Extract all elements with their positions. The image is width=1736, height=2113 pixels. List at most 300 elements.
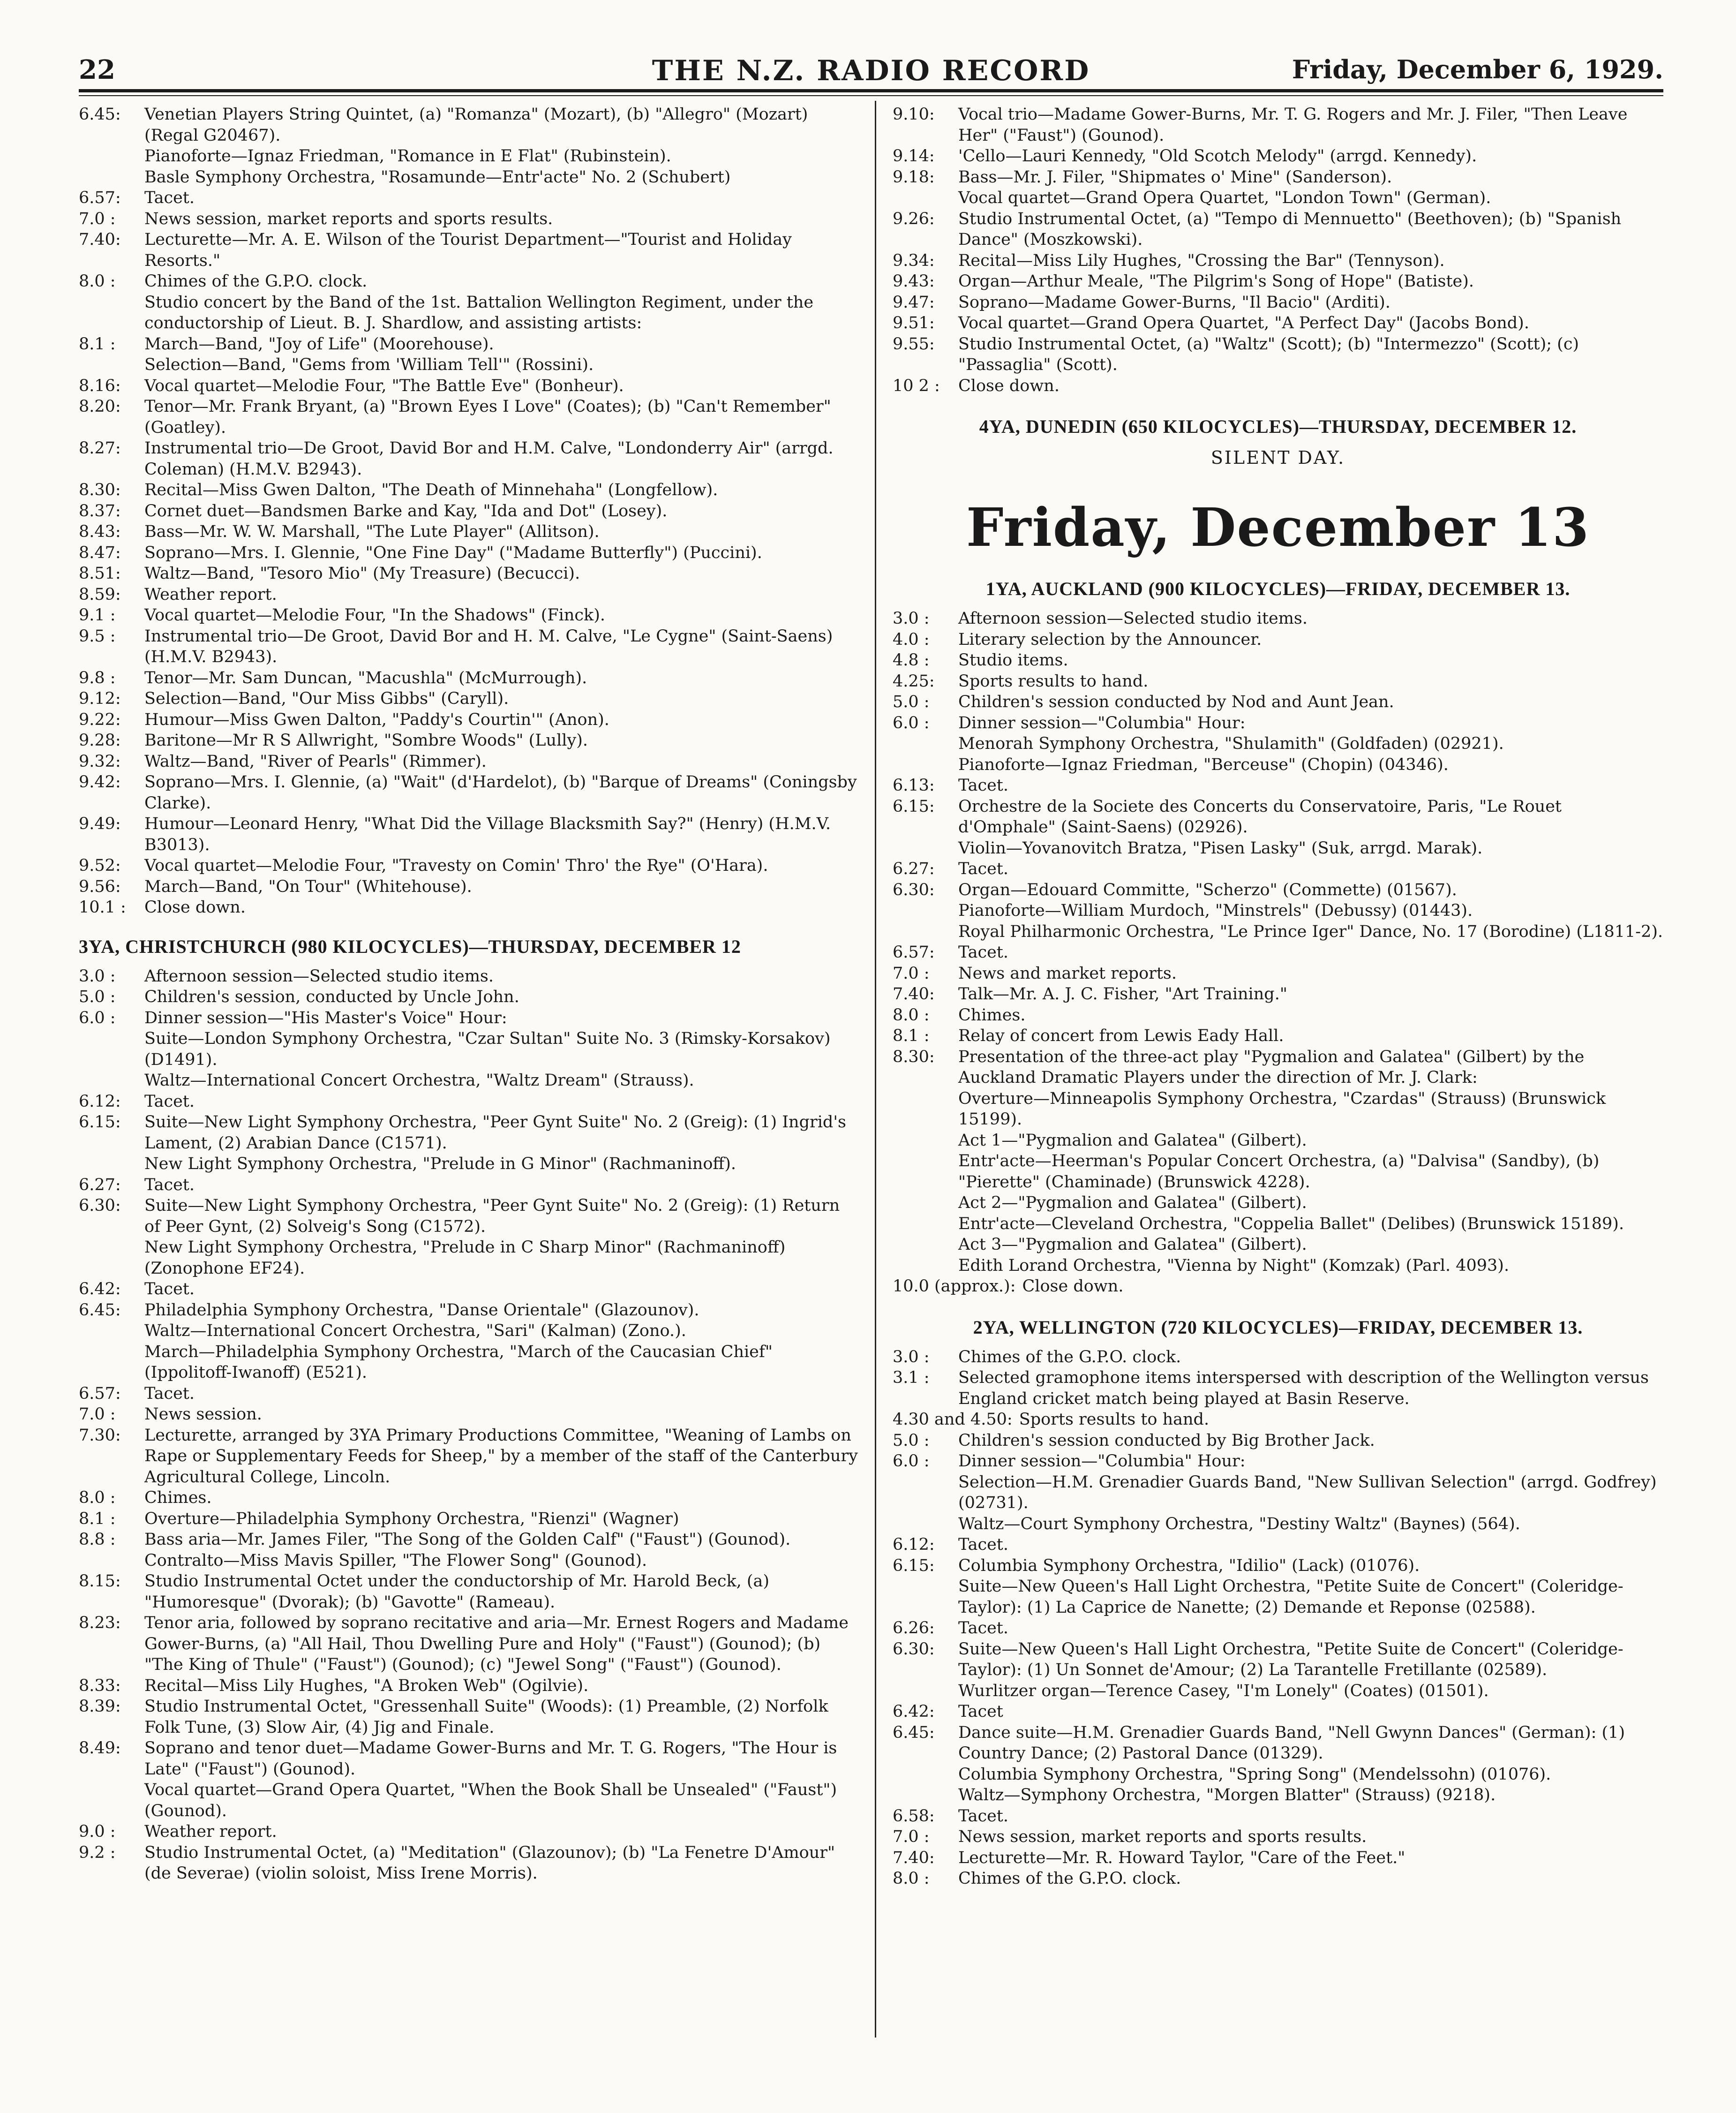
entry-text: Close down. xyxy=(144,898,246,917)
entry-time: 9.34: xyxy=(893,251,935,270)
program-entry xyxy=(893,1214,1663,1235)
entry-time: 6.13: xyxy=(893,776,935,795)
entry-text: Children's session, conducted by Uncle John. xyxy=(144,988,519,1006)
entry-time: 9.51: xyxy=(893,314,935,332)
entry-time: 7.0 : xyxy=(893,1827,930,1846)
issue-date: Friday, December 6, 1929. xyxy=(1292,54,1663,84)
program-entry xyxy=(79,501,861,522)
program-entry xyxy=(79,355,861,376)
entry-time: 9.42: xyxy=(79,773,121,792)
program-entry xyxy=(893,713,1663,734)
program-entry xyxy=(79,1342,861,1383)
entry-text: Lecturette, arranged by 3YA Primary Productions Committee, "Weaning of Lambs on Rape or Supplementary Feeds for Sheep," by a member of the staff of the Canterbury Agricultural College, Lincoln. xyxy=(144,1426,858,1487)
entry-text: Chimes. xyxy=(958,1005,1026,1025)
entry-text: Instrumental trio—De Groot, David Bor and H. M. Calve, "Le Cygne" (Saint-Saens) (H.M.V. B2943). xyxy=(144,626,833,666)
program-entry xyxy=(79,188,861,209)
entry-text: Selection—H.M. Grenadier Guards Band, "New Sullivan Selection" (arrgd. Godfrey) (02731). xyxy=(958,1472,1657,1512)
entry-text: New Light Symphony Orchestra, "Prelude in C Sharp Minor" (Rachmaninoff) (Zonophone EF24). xyxy=(144,1238,786,1278)
entry-text: Organ—Arthur Meale, "The Pilgrim's Song of Hope" (Batiste). xyxy=(958,272,1474,291)
entry-text: Pianoforte—William Murdoch, "Minstrels" (Debussy) (01443). xyxy=(958,901,1473,920)
entry-text: Humour—Leonard Henry, "What Did the Village Blacksmith Say?" (Henry) (H.M.V. B3013). xyxy=(144,815,831,854)
entry-time: 9.28: xyxy=(79,731,121,750)
entry-time: 5.0 : xyxy=(893,693,930,711)
program-entry xyxy=(893,1234,1663,1255)
program-entry xyxy=(893,859,1663,880)
entry-text: Recital—Miss Lily Hughes, "A Broken Web" (Ogilvie). xyxy=(144,1676,589,1695)
entry-time: 6.42: xyxy=(79,1280,121,1298)
entry-text: Pianoforte—Ignaz Friedman, "Romance in E Flat" (Rubinstein). xyxy=(144,147,671,166)
program-entry xyxy=(893,1785,1663,1806)
program-entry xyxy=(79,376,861,397)
entry-time: 3.0 : xyxy=(79,966,116,986)
entry-text: Tacet. xyxy=(958,860,1008,878)
entry-text: Organ—Edouard Committe, "Scherzo" (Commette) (01567). xyxy=(958,880,1457,899)
entry-time: 9.12: xyxy=(79,689,121,708)
entry-text: Columbia Symphony Orchestra, "Idilio" (Lack) (01076). xyxy=(958,1556,1420,1575)
program-entry xyxy=(79,1487,861,1509)
program-list xyxy=(893,1347,1663,1889)
header-rule-thin xyxy=(79,95,1663,96)
program-entry xyxy=(893,963,1663,984)
entry-text: Chimes of the G.P.O. clock. xyxy=(144,272,368,291)
entry-time: 8.59: xyxy=(79,585,121,604)
entry-time: 8.27: xyxy=(79,439,121,458)
entry-time: 9.1 : xyxy=(79,606,116,625)
entry-text: Royal Philharmonic Orchestra, "Le Prince Iger" Dance, No. 17 (Borodine) (L1811-2). xyxy=(958,922,1663,941)
program-entry xyxy=(79,709,861,731)
entry-text: Vocal quartet—Grand Opera Quartet, "When the Book Shall be Unsealed" ("Faust") (Gounod). xyxy=(144,1781,837,1820)
entry-time: 9.0 : xyxy=(79,1822,116,1841)
program-entry xyxy=(893,984,1663,1005)
program-entry xyxy=(79,966,861,987)
program-entry xyxy=(79,292,861,334)
entry-text: Close down. xyxy=(1022,1277,1124,1296)
entry-text: Selection—Band, "Gems from 'William Tell'" (Rossini). xyxy=(144,355,594,374)
entry-text: Studio Instrumental Octet under the conductorship of Mr. Harold Beck, (a) "Humoresque" (Dvorak); (b) "Gavotte" (Rameau). xyxy=(144,1572,770,1612)
program-entry xyxy=(893,1005,1663,1026)
program-entry xyxy=(893,671,1663,692)
program-entry xyxy=(79,1404,861,1425)
program-entry xyxy=(893,1826,1663,1848)
entry-time: 8.33: xyxy=(79,1676,121,1695)
program-entry xyxy=(79,438,861,480)
program-entry xyxy=(893,1430,1663,1451)
program-list xyxy=(893,104,1663,396)
entry-time: 8.20: xyxy=(79,397,121,416)
entry-text: Tacet. xyxy=(144,189,195,207)
entry-text: Waltz—Band, "River of Pearls" (Rimmer). xyxy=(144,752,487,771)
entry-text: Tacet. xyxy=(958,776,1008,795)
program-entry xyxy=(893,775,1663,796)
program-entry xyxy=(79,146,861,167)
entry-time: 6.15: xyxy=(893,1556,935,1575)
entry-text: Soprano—Madame Gower-Burns, "Il Bacio" (Arditi). xyxy=(958,293,1390,312)
column-divider xyxy=(875,101,876,2038)
program-entry xyxy=(893,1764,1663,1785)
program-entry xyxy=(893,146,1663,167)
entry-time: 6.45: xyxy=(893,1723,935,1742)
entry-text: Tacet. xyxy=(144,1175,195,1194)
section-heading: 2YA, WELLINGTON (720 KILOCYCLES)—FRIDAY, DECEMBER 13. xyxy=(973,1316,1583,1338)
entry-time: 9.18: xyxy=(893,167,935,187)
entry-text: Wurlitzer organ—Terence Casey, "I'm Lonely" (Coates) (01501). xyxy=(958,1681,1489,1700)
entry-time: 6.42: xyxy=(893,1702,935,1721)
program-entry xyxy=(79,1738,861,1780)
entry-time: 6.30: xyxy=(79,1196,121,1215)
entry-time: 5.0 : xyxy=(79,988,116,1006)
entry-time: 9.5 : xyxy=(79,626,116,646)
entry-text: News and market reports. xyxy=(958,964,1177,983)
program-entry xyxy=(893,1088,1663,1130)
program-entry xyxy=(79,1028,861,1070)
program-entry xyxy=(893,1722,1663,1764)
entry-text: Tenor—Mr. Frank Bryant, (a) "Brown Eyes I Love" (Coates); (b) "Can't Remember" (Goatley). xyxy=(144,397,831,437)
entry-text: Suite—New Queen's Hall Light Orchestra, "Petite Suite de Concert" (Coleridge-Taylor): (1) Un Sonnet de'Amour; (2) La Tarantelle Fretillante (02589). xyxy=(958,1639,1623,1679)
entry-text: Columbia Symphony Orchestra, "Spring Song" (Mendelssohn) (01076). xyxy=(958,1765,1551,1784)
program-entry xyxy=(79,584,861,605)
entry-time: 9.43: xyxy=(893,272,935,291)
page-header xyxy=(79,52,1663,89)
program-entry xyxy=(893,880,1663,901)
entry-time: 6.27: xyxy=(79,1175,121,1194)
program-entry xyxy=(79,1509,861,1530)
entry-time: 8.23: xyxy=(79,1614,121,1632)
program-entry xyxy=(893,271,1663,292)
entry-text: Studio Instrumental Octet, (a) "Waltz" (Scott); (b) "Intermezzo" (Scott); (c) "Passaglia" (Scott). xyxy=(958,334,1579,374)
entry-text: Tacet. xyxy=(958,1806,1008,1826)
entry-text: News session, market reports and sports results. xyxy=(958,1827,1367,1846)
program-entry xyxy=(79,1112,861,1154)
entry-text: Literary selection by the Announcer. xyxy=(958,630,1262,649)
right-column xyxy=(893,104,1663,1889)
entry-text: Lecturette—Mr. R. Howard Taylor, "Care of the Feet." xyxy=(958,1848,1405,1867)
program-entry xyxy=(79,605,861,626)
entry-text: Entr'acte—Cleveland Orchestra, "Coppelia Ballet" (Delibes) (Brunswick 15189). xyxy=(958,1214,1624,1233)
program-entry xyxy=(893,313,1663,334)
program-entry xyxy=(893,376,1663,397)
entry-text: Studio Instrumental Octet, "Gressenhall Suite" (Woods): (1) Preamble, (2) Norfolk Folk Tune, (3) Slow Air, (4) Jig and Finale. xyxy=(144,1697,828,1737)
entry-text: Suite—New Light Symphony Orchestra, "Peer Gynt Suite" No. 2 (Greig): (1) Return of Peer Gynt, (2) Solveig's Song (C1572). xyxy=(144,1196,840,1236)
entry-time: 8.0 : xyxy=(893,1005,930,1025)
entry-text: Vocal quartet—Melodie Four, "Travesty on Comin' Thro' the Rye" (O'Hara). xyxy=(144,856,768,875)
entry-text: Tenor aria, followed by soprano recitative and aria—Mr. Ernest Rogers and Madame Gower-Burns, (a) "All Hail, Thou Dwelling Pure and Holy" ("Faust") (Gounod); (b) "The King of Thule" ("Faust") (Gounod); (c) "Jewel Song" ("Faust") (Gounod). xyxy=(144,1614,849,1674)
entry-text: Studio Instrumental Octet, (a) "Meditation" (Glazounov); (b) "La Fenetre D'Amour" (de Severae) (violin soloist, Miss Irene Morris). xyxy=(144,1843,835,1883)
entry-text: News session. xyxy=(144,1405,262,1424)
entry-time: 8.0 : xyxy=(79,272,116,291)
entry-text: Waltz—International Concert Orchestra, "Waltz Dream" (Strauss). xyxy=(144,1071,694,1090)
entry-time: 8.8 : xyxy=(79,1530,116,1549)
entry-time: 10.0 (approx.): xyxy=(893,1277,1016,1296)
program-entry xyxy=(79,521,861,543)
program-entry xyxy=(79,1425,861,1488)
program-entry xyxy=(79,543,861,564)
entry-text: Waltz—International Concert Orchestra, "Sari" (Kalman) (Zono.). xyxy=(144,1321,686,1340)
entry-time: 9.55: xyxy=(893,334,935,354)
program-entry xyxy=(79,688,861,709)
entry-text: Overture—Philadelphia Symphony Orchestra, "Rienzi" (Wagner) xyxy=(144,1509,679,1528)
program-entry xyxy=(893,209,1663,250)
program-entry xyxy=(893,1534,1663,1555)
entry-time: 8.39: xyxy=(79,1697,121,1716)
entry-text: Weather report. xyxy=(144,1822,277,1841)
entry-text: Chimes of the G.P.O. clock. xyxy=(958,1869,1181,1888)
entry-time: 6.30: xyxy=(893,1639,935,1659)
entry-time: 8.30: xyxy=(893,1047,935,1066)
entry-time: 7.0 : xyxy=(79,1405,116,1424)
left-column xyxy=(79,104,861,1884)
entry-time: 6.57: xyxy=(79,189,121,207)
entry-text: Entr'acte—Heerman's Popular Concert Orchestra, (a) "Dalvisa" (Sandby), (b) "Pierette" (Chaminade) (Brunswick 4228). xyxy=(958,1152,1600,1192)
entry-time: 6.12: xyxy=(893,1535,935,1554)
entry-time: 6.0 : xyxy=(893,713,930,732)
entry-time: 9.10: xyxy=(893,105,935,124)
entry-text: Tacet. xyxy=(958,1619,1008,1638)
program-entry xyxy=(79,1070,861,1091)
entry-time: 9.52: xyxy=(79,856,121,875)
entry-text: Studio items. xyxy=(958,651,1068,670)
program-entry xyxy=(79,334,861,355)
program-entry xyxy=(893,1514,1663,1535)
program-entry xyxy=(79,1154,861,1175)
entry-time: 6.27: xyxy=(893,860,935,878)
program-entry xyxy=(893,250,1663,272)
entry-text: New Light Symphony Orchestra, "Prelude in G Minor" (Rachmaninoff). xyxy=(144,1155,736,1173)
entry-time: 6.30: xyxy=(893,880,935,899)
entry-time: 6.57: xyxy=(893,943,935,962)
entry-text: Overture—Minneapolis Symphony Orchestra, "Czardas" (Strauss) (Brunswick 15199). xyxy=(958,1089,1606,1129)
entry-time: 6.15: xyxy=(893,797,935,816)
entry-text: Waltz—Symphony Orchestra, "Morgen Blatter" (Strauss) (9218). xyxy=(958,1786,1496,1804)
entry-text: Tacet xyxy=(958,1702,1003,1721)
entry-text: Recital—Miss Lily Hughes, "Crossing the Bar" (Tennyson). xyxy=(958,251,1445,270)
entry-time: 8.15: xyxy=(79,1572,121,1591)
publication-title: THE N.Z. RADIO RECORD xyxy=(652,54,1090,87)
entry-text: Menorah Symphony Orchestra, "Shulamith" (Goldfaden) (02921). xyxy=(958,734,1504,753)
entry-text: Chimes of the G.P.O. clock. xyxy=(958,1347,1181,1366)
program-entry xyxy=(893,838,1663,859)
program-entry xyxy=(893,755,1663,776)
program-entry xyxy=(79,730,861,751)
program-list xyxy=(79,104,861,918)
program-entry xyxy=(893,608,1663,629)
program-entry xyxy=(893,921,1663,943)
entry-time: 9.32: xyxy=(79,752,121,771)
program-entry xyxy=(79,229,861,271)
program-entry xyxy=(893,1451,1663,1472)
entry-text: Close down. xyxy=(958,376,1060,395)
entry-text: Children's session conducted by Nod and Aunt Jean. xyxy=(958,693,1394,711)
entry-time: 7.30: xyxy=(79,1426,121,1445)
entry-text: Humour—Miss Gwen Dalton, "Paddy's Courtin'" (Anon). xyxy=(144,710,609,729)
section-heading: 1YA, AUCKLAND (900 KILOCYCLES)—FRIDAY, DECEMBER 13. xyxy=(985,578,1571,599)
entry-text: March—Band, "On Tour" (Whitehouse). xyxy=(144,877,472,896)
entry-text: Selection—Band, "Our Miss Gibbs" (Caryll). xyxy=(144,689,509,708)
entry-time: 9.56: xyxy=(79,877,121,896)
entry-time: 4.25: xyxy=(893,672,935,691)
section-heading: 3YA, CHRISTCHURCH (980 KILOCYCLES)—THURSDAY, DECEMBER 12 xyxy=(79,936,741,957)
entry-text: Pianoforte—Ignaz Friedman, "Berceuse" (Chopin) (04346). xyxy=(958,755,1449,774)
program-entry xyxy=(79,271,861,292)
program-entry xyxy=(79,1529,861,1550)
entry-text: Vocal quartet—Grand Opera Quartet, "A Perfect Day" (Jacobs Bond). xyxy=(958,314,1529,332)
entry-text: Contralto—Miss Mavis Spiller, "The Flower Song" (Gounod). xyxy=(144,1551,647,1570)
page-number: 22 xyxy=(79,54,115,85)
entry-time: 5.0 : xyxy=(893,1431,930,1450)
entry-time: 9.26: xyxy=(893,209,935,228)
entry-text: Sports results to hand. xyxy=(958,672,1149,691)
entry-text: Act 3—"Pygmalion and Galatea" (Gilbert). xyxy=(958,1235,1307,1254)
program-entry xyxy=(79,855,861,876)
program-entry xyxy=(893,796,1663,838)
program-entry xyxy=(79,1091,861,1112)
program-entry xyxy=(79,1696,861,1738)
entry-text: Selected gramophone items interspersed with description of the Wellington versus England cricket match being played at Basin Reserve. xyxy=(958,1368,1649,1408)
entry-text: Weather report. xyxy=(144,585,277,604)
program-entry xyxy=(893,1472,1663,1514)
program-entry xyxy=(79,1842,861,1884)
section-heading: 4YA, DUNEDIN (650 KILOCYCLES)—THURSDAY, DECEMBER 12. xyxy=(979,416,1577,437)
entry-time: 4.0 : xyxy=(893,630,930,649)
entry-time: 3.0 : xyxy=(893,1347,930,1366)
entry-time: 8.30: xyxy=(79,481,121,499)
entry-text: Cornet duet—Bandsmen Barke and Kay, "Ida and Dot" (Losey). xyxy=(144,501,668,521)
entry-text: Suite—London Symphony Orchestra, "Czar Sultan" Suite No. 3 (Rimsky-Korsakov) (D1491). xyxy=(144,1029,831,1069)
program-entry xyxy=(893,733,1663,755)
entry-time: 4.8 : xyxy=(893,651,930,670)
entry-time: 6.57: xyxy=(79,1384,121,1403)
entry-text: Philadelphia Symphony Orchestra, "Danse Orientale" (Glazounov). xyxy=(144,1300,699,1320)
entry-text: Afternoon session—Selected studio items. xyxy=(958,609,1308,628)
program-entry xyxy=(79,1008,861,1029)
entry-text: Vocal quartet—Melodie Four, "In the Shadows" (Finck). xyxy=(144,606,605,625)
entry-time: 10 2 : xyxy=(893,376,940,395)
entry-text: Instrumental trio—De Groot, David Bor and H.M. Calve, "Londonderry Air" (arrgd. Coleman) (H.M.V. B2943). xyxy=(144,439,834,479)
entry-time: 4.30 and 4.50: xyxy=(893,1410,1013,1429)
header-rule xyxy=(79,89,1663,92)
entry-text: Vocal trio—Madame Gower-Burns, Mr. T. G. Rogers and Mr. J. Filer, "Then Leave Her" ("Faust") (Gounod). xyxy=(958,105,1628,145)
entry-text: Vocal quartet—Melodie Four, "The Battle Eve" (Bonheur). xyxy=(144,376,624,395)
program-entry xyxy=(893,1276,1663,1297)
entry-text: Tacet. xyxy=(144,1092,195,1111)
program-entry xyxy=(893,629,1663,650)
entry-time: 8.0 : xyxy=(79,1488,116,1507)
entry-text: Bass—Mr. J. Filer, "Shipmates o' Mine" (Sanderson). xyxy=(958,167,1392,187)
entry-time: 8.51: xyxy=(79,564,121,583)
entry-text: Presentation of the three-act play "Pygmalion and Galatea" (Gilbert) by the Auckland Dramatic Players under the direction of Mr. J. Clark: xyxy=(958,1047,1585,1087)
program-entry xyxy=(893,1130,1663,1151)
entry-time: 8.47: xyxy=(79,543,121,562)
program-entry xyxy=(893,167,1663,188)
entry-text: Bass aria—Mr. James Filer, "The Song of the Golden Calf" ("Faust") (Gounod). xyxy=(144,1530,791,1549)
entry-text: Dinner session—"Columbia" Hour: xyxy=(958,1452,1246,1471)
program-entry xyxy=(79,1175,861,1196)
entry-text: Bass—Mr. W. W. Marshall, "The Lute Player" (Allitson). xyxy=(144,522,600,541)
program-entry xyxy=(893,1367,1663,1409)
program-entry xyxy=(79,1675,861,1697)
entry-time: 6.0 : xyxy=(893,1452,930,1471)
program-entry xyxy=(893,1555,1663,1577)
program-entry xyxy=(79,167,861,188)
entry-text: Soprano—Mrs. I. Glennie, (a) "Wait" (d'Hardelot), (b) "Barque of Dreams" (Coningsby Clarke). xyxy=(144,773,857,813)
program-entry xyxy=(893,334,1663,376)
program-entry xyxy=(79,1279,861,1300)
entry-time: 8.16: xyxy=(79,376,121,395)
program-entry xyxy=(893,1347,1663,1368)
program-entry xyxy=(79,480,861,501)
program-entry xyxy=(79,563,861,584)
entry-time: 9.47: xyxy=(893,293,935,312)
program-entry xyxy=(79,1195,861,1237)
entry-text: Waltz—Band, "Tesoro Mio" (My Treasure) (Becucci). xyxy=(144,564,580,583)
entry-text: Studio Instrumental Octet, (a) "Tempo di Mennuetto" (Beethoven); (b) "Spanish Dance" (Moszkowski). xyxy=(958,209,1622,249)
program-entry xyxy=(893,1868,1663,1889)
program-entry xyxy=(893,1701,1663,1722)
program-entry xyxy=(893,1151,1663,1192)
entry-text: March—Band, "Joy of Life" (Moorehouse). xyxy=(144,334,494,354)
entry-text: Recital—Miss Gwen Dalton, "The Death of Minnehaha" (Longfellow). xyxy=(144,481,718,499)
entry-time: 6.45: xyxy=(79,105,121,124)
program-list xyxy=(893,608,1663,1297)
entry-text: Edith Lorand Orchestra, "Vienna by Night" (Komzak) (Parl. 4093). xyxy=(958,1256,1510,1275)
entry-text: Chimes. xyxy=(144,1488,212,1507)
entry-time: 7.0 : xyxy=(79,209,116,228)
entry-time: 6.45: xyxy=(79,1300,121,1320)
program-entry xyxy=(79,751,861,772)
entry-time: 9.49: xyxy=(79,815,121,833)
program-entry xyxy=(79,876,861,898)
program-entry xyxy=(79,1237,861,1279)
program-entry xyxy=(893,692,1663,713)
silent-day-notice: SILENT DAY. xyxy=(1210,447,1345,468)
entry-time: 8.49: xyxy=(79,1739,121,1758)
program-entry xyxy=(79,1383,861,1404)
program-entry xyxy=(893,1681,1663,1702)
entry-time: 6.26: xyxy=(893,1619,935,1638)
entry-time: 7.40: xyxy=(79,230,121,249)
entry-text: Waltz—Court Symphony Orchestra, "Destiny Waltz" (Baynes) (564). xyxy=(958,1514,1520,1533)
entry-text: Tacet. xyxy=(144,1384,195,1403)
entry-time: 8.1 : xyxy=(79,334,116,354)
entry-text: Act 1—"Pygmalion and Galatea" (Gilbert). xyxy=(958,1131,1307,1150)
entry-text: Suite—New Light Symphony Orchestra, "Peer Gynt Suite" No. 2 (Greig): (1) Ingrid's Lament, (2) Arabian Dance (C1571). xyxy=(144,1113,846,1153)
program-entry xyxy=(79,1780,861,1821)
program-list xyxy=(79,966,861,1884)
entry-text: Venetian Players String Quintet, (a) "Romanza" (Mozart), (b) "Allegro" (Mozart) (Regal G20467). xyxy=(144,105,808,145)
entry-time: 10.1 : xyxy=(79,898,126,917)
entry-time: 7.40: xyxy=(893,1848,935,1867)
program-entry xyxy=(893,1255,1663,1276)
program-entry xyxy=(79,987,861,1008)
day-heading: Friday, December 13 xyxy=(966,497,1590,558)
program-entry xyxy=(79,1613,861,1675)
program-entry xyxy=(79,897,861,918)
program-entry xyxy=(893,1639,1663,1681)
entry-time: 9.14: xyxy=(893,147,935,166)
program-entry xyxy=(79,396,861,438)
entry-time: 6.0 : xyxy=(79,1008,116,1027)
entry-text: Dinner session—"His Master's Voice" Hour: xyxy=(144,1008,507,1027)
entry-text: Vocal quartet—Grand Opera Quartet, "London Town" (German). xyxy=(958,189,1491,207)
entry-text: Sports results to hand. xyxy=(1019,1410,1210,1429)
entry-text: News session, market reports and sports results. xyxy=(144,209,553,228)
entry-time: 3.1 : xyxy=(893,1368,930,1387)
program-entry xyxy=(893,650,1663,671)
program-entry xyxy=(79,772,861,814)
entry-text: Soprano—Mrs. I. Glennie, "One Fine Day" ("Madame Butterfly") (Puccini). xyxy=(144,543,762,562)
entry-text: Dinner session—"Columbia" Hour: xyxy=(958,713,1246,732)
program-entry xyxy=(893,188,1663,209)
program-entry xyxy=(893,1409,1663,1430)
